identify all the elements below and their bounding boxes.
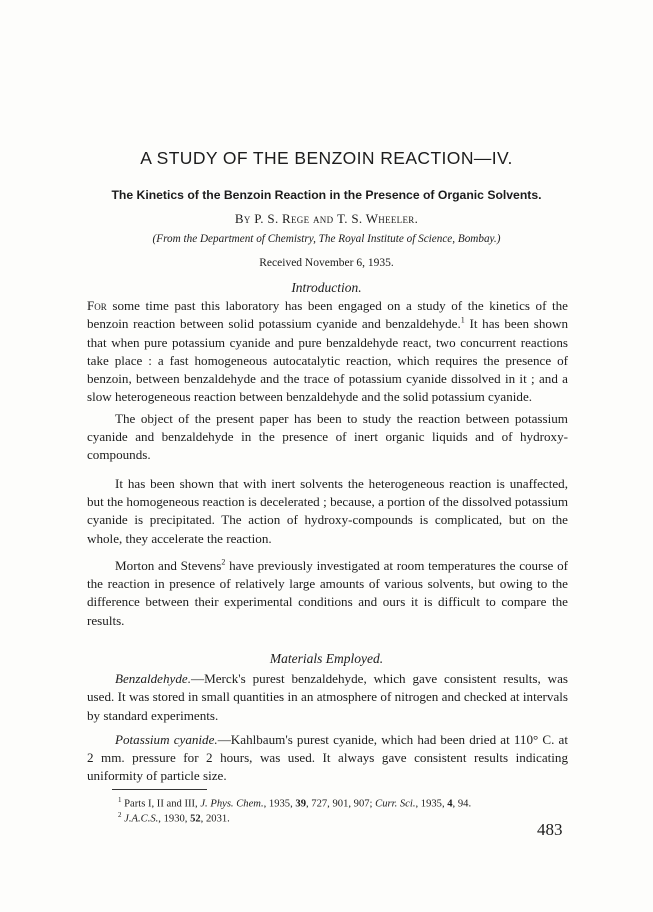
footnote-1-text-a: Parts I, II and III, xyxy=(121,798,201,810)
drop-lead: For xyxy=(87,298,107,313)
byline-prefix: By xyxy=(234,211,251,226)
footnote-rule xyxy=(112,789,207,790)
intro-paragraph-4 xyxy=(87,557,568,630)
footnote-1-volume-2: 4 xyxy=(447,798,453,810)
footnote-2-number: 2 xyxy=(118,811,122,819)
footnote-1-journal-2: Curr. Sci. xyxy=(375,798,416,810)
introduction-heading: Introduction. xyxy=(291,280,362,295)
intro-paragraph-3: It has been shown that with inert solvents the heterogeneous reaction is unaffected, but the homogeneous reaction is decelerated ; because, a portion of the dissolved potassium cyanide is precipitated. The action of hydroxy-compounds is complicated, but on the whole, they accelerate the reaction. xyxy=(87,475,568,546)
intro-paragraph-1 xyxy=(87,297,568,407)
benzaldehyde-text: —Merck's purest benzaldehyde, which gave consistent results, was used. It was stored in small quantities in an atmosphere of nitrogen and checked at intervals by standard experiments. xyxy=(87,671,568,723)
paper-title: A STUDY OF THE BENZOIN REACTION—IV. xyxy=(140,148,513,168)
byline xyxy=(0,211,653,227)
received-date: Received November 6, 1935. xyxy=(259,257,394,269)
benzaldehyde-label: Benzaldehyde. xyxy=(115,671,191,686)
materials-body xyxy=(87,670,568,786)
footnote-1-journal-1: J. Phys. Chem. xyxy=(200,798,264,810)
footnote-2-text-b: , 2031. xyxy=(200,813,230,825)
footnote-1-number: 1 xyxy=(118,796,122,804)
footnote-1-text-d: , 1935, xyxy=(415,798,448,810)
footnote-2-volume: 52 xyxy=(190,813,201,825)
potassium-cyanide-label: Potassium cyanide. xyxy=(115,731,218,747)
footnote-1-volume-1: 39 xyxy=(295,798,306,810)
intro-paragraph-1-text-b: It has been shown that when pure potassium cyanide and pure benzaldehyde react, two concurrent reactions take place : a fast homogeneous autocatalytic reaction, which requires the presence of benzoin, between benzaldehyde and the trace of potassium cyanide dissolved in it ; and a slow heterogeneous reaction between benzaldehyde and the solid potassium cyanide. xyxy=(87,316,568,405)
affiliation: (From the Department of Chemistry, The Royal Institute of Science, Bombay.) xyxy=(152,233,501,245)
footnote-1-text-c: , 727, 901, 907; xyxy=(305,798,376,810)
materials-heading: Materials Employed. xyxy=(269,651,384,666)
intro-paragraph-1-text-a: some time past this laboratory has been engaged on a study of the kinetics of the benzoin reaction between solid potassium cyanide and benzaldehyde. xyxy=(87,298,568,332)
footnote-2 xyxy=(118,811,230,825)
footnote-ref-2: 2 xyxy=(221,557,226,567)
intro-paragraph-2: The object of the present paper has been to study the reaction between potassium cyanide and benzaldehyde in the presence of inert organic liquids and of hydroxy-compounds. xyxy=(87,410,568,463)
potassium-cyanide-text: —Kahlbaum's purest cyanide, which had been dried at 110° C. at 2 mm. pressure for 2 hours, was used. It always gave consistent results indicating uniformity of particle size. xyxy=(87,731,569,784)
byline-conjunction: and xyxy=(312,211,334,226)
footnote-1 xyxy=(118,796,471,810)
author-2: T. S. Wheeler. xyxy=(336,211,419,226)
author-1: P. S. Rege xyxy=(254,211,310,226)
intro-paragraph-4-text-b: have previously investigated at room temperatures the course of the reaction in presence of relatively large amounts of various solvents, but owing to the difference between their experimental conditions and ours it is difficult to compare the results. xyxy=(87,557,569,628)
benzaldehyde-paragraph xyxy=(87,670,568,725)
intro-paragraph-4-text-a: Morton and Stevens xyxy=(115,557,222,573)
footnote-1-text-b: , 1935, xyxy=(263,798,296,810)
paper-subtitle: The Kinetics of the Benzoin Reaction in the Presence of Organic Solvents. xyxy=(111,188,542,202)
introduction-body xyxy=(87,297,568,630)
potassium-cyanide-paragraph xyxy=(87,731,568,786)
footnote-2-text-a: , 1930, xyxy=(158,813,191,825)
footnote-2-journal: J.A.C.S. xyxy=(124,813,159,825)
footnote-ref-1: 1 xyxy=(460,315,465,325)
page-number: 483 xyxy=(537,820,563,839)
footnote-1-text-e: , 94. xyxy=(452,798,472,810)
